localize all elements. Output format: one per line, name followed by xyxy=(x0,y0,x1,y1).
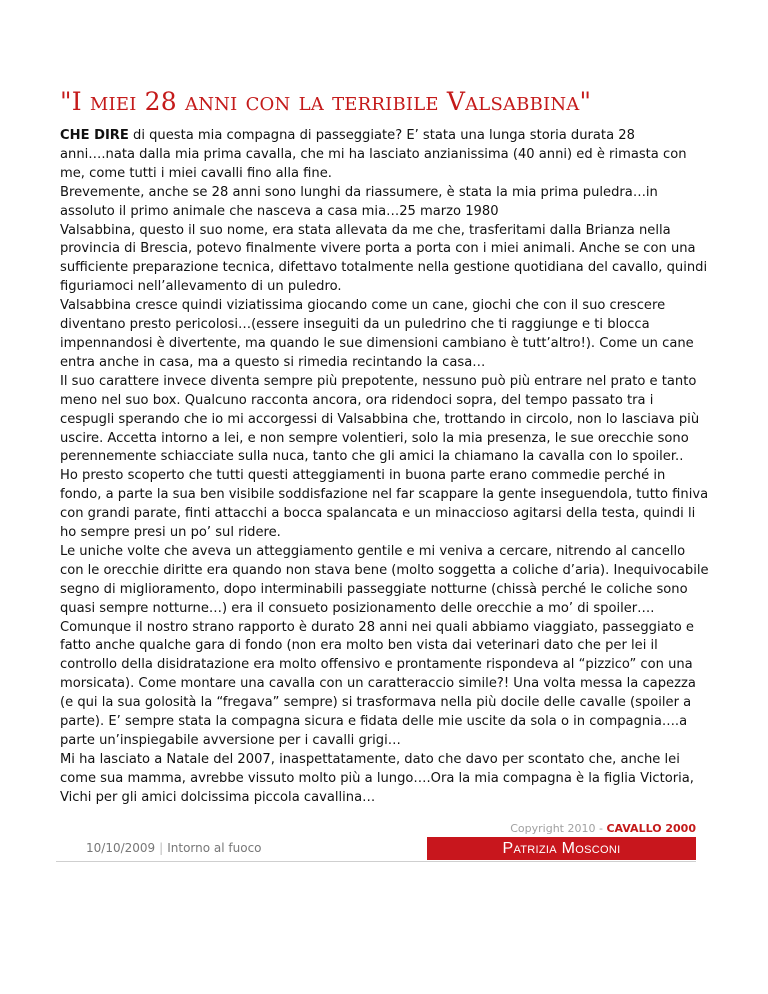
paragraph-9: Mi ha lasciato a Natale del 2007, inaspettatamente, dato che davo per scontato che, anche lei come sua mamma, avrebbe vissuto molto più a lungo….Ora la mia compagna è la figlia Victoria, Vichi per gli amici dolcissima piccola cavallina… xyxy=(60,751,694,805)
post-date: 10/10/2009 xyxy=(86,841,156,855)
paragraph-6: Ho presto scoperto che tutti questi atteggiamenti in buona parte erano commedie perché in fondo, a parte la sua ben visibile soddisfazione nel far scappare la gente inseguendola, tutto finiva con grandi parate, finti attacchi a bocca spalancata e un minaccioso agitarsi della testa, quindi li ho sempre presi un po’ sul ridere. xyxy=(60,468,709,541)
copyright-prefix: Copyright 2010 - xyxy=(510,822,607,835)
paragraph-1 xyxy=(60,127,710,184)
paragraph-7: Le uniche volte che aveva un atteggiamento gentile e mi veniva a cercare, nitrendo al cancello con le orecchie diritte era quando non stava bene (molto soggetta a coliche d’aria). Inequivocabile segno di miglioramento, dopo interminabili passeggiate notturne (chissà perché le coliche sono quasi sempre notturne…) era il consueto posizionamento delle orecchie a mo’ di spoiler…. xyxy=(60,543,709,616)
article-title: "I miei 28 anni con la terribile Valsabbina" xyxy=(60,87,592,116)
copyright-brand: CAVALLO 2000 xyxy=(606,822,696,835)
post-meta xyxy=(86,841,262,855)
post-category: Intorno al fuoco xyxy=(167,841,262,855)
paragraph-5: Il suo carattere invece diventa sempre più prepotente, nessuno può più entrare nel prato e tanto meno nel suo box. Qualcuno racconta ancora, ora ridendoci sopra, del tempo passato tra i cespugli sperando che io mi accorgessi di Valsabbina che, trottando in circolo, non lo lasciava più uscire. Accetta intorno a lei, e non sempre volentieri, solo la mia presenza, le sue orecchie sono perennemente schiacciate sulla nuca, tanto che gli amici la chiamano la cavalla con lo spoiler.. xyxy=(60,373,700,465)
lead-text: CHE DIRE xyxy=(60,128,129,143)
paragraph-2: Brevemente, anche se 28 anni sono lunghi da riassumere, è stata la mia prima puledra…in assoluto il primo animale che nasceva a casa mia…25 marzo 1980 xyxy=(60,184,658,219)
meta-separator: | xyxy=(159,841,164,855)
paragraph-1-text: di questa mia compagna di passeggiate? E’ stata una lunga storia durata 28 anni….nata dalla mia prima cavalla, che mi ha lasciato anzianissima (40 anni) ed è rimasta con me, come tutti i miei cavalli fino alla fine. xyxy=(60,128,687,181)
paragraph-8: Comunque il nostro strano rapporto è durato 28 anni nei quali abbiamo viaggiato, passeggiato e fatto anche qualche gara di fondo (non era molto ben vista dai veterinari dato che per lei il controllo della disidratazione era molto offensivo e prontamente rispondeva al “pizzico” con una morsicata). Come montare una cavalla con un caratteraccio simile?! Una volta messa la capezza (e qui la sua golosità la “fregava” sempre) si trasformava nella più docile delle cavalle (spoiler a parte). E’ sempre stata la compagna sicura e fidata delle mie uscite da sola o in compagnia….a parte un’inspiegabile avversione per i cavalli grigi… xyxy=(60,619,696,748)
author-banner xyxy=(427,837,696,860)
article-body xyxy=(60,127,710,808)
copyright-notice xyxy=(510,822,696,835)
footer-divider xyxy=(56,861,696,862)
author-name: Patrizia Mosconi xyxy=(502,840,621,857)
paragraph-4: Valsabbina cresce quindi viziatissima giocando come un cane, giochi che con il suo crescere diventano presto pericolosi…(essere inseguiti da un puledrino che ti raggiunge e ti blocca impennandosi è divertente, ma quando le sue dimensioni cambiano è tutt’altro!). Come un cane entra anche in casa, ma a questo si rimedia recintando la casa… xyxy=(60,298,694,370)
paragraph-3: Valsabbina, questo il suo nome, era stata allevata da me che, trasferitami dalla Brianza nella provincia di Brescia, potevo finalmente vivere porta a porta con i miei animali. Anche se con una sufficiente preparazione tecnica, difettavo totalmente nella gestione quotidiana del cavallo, quindi figuriamoci nell’allevamento di un puledro. xyxy=(60,222,708,295)
